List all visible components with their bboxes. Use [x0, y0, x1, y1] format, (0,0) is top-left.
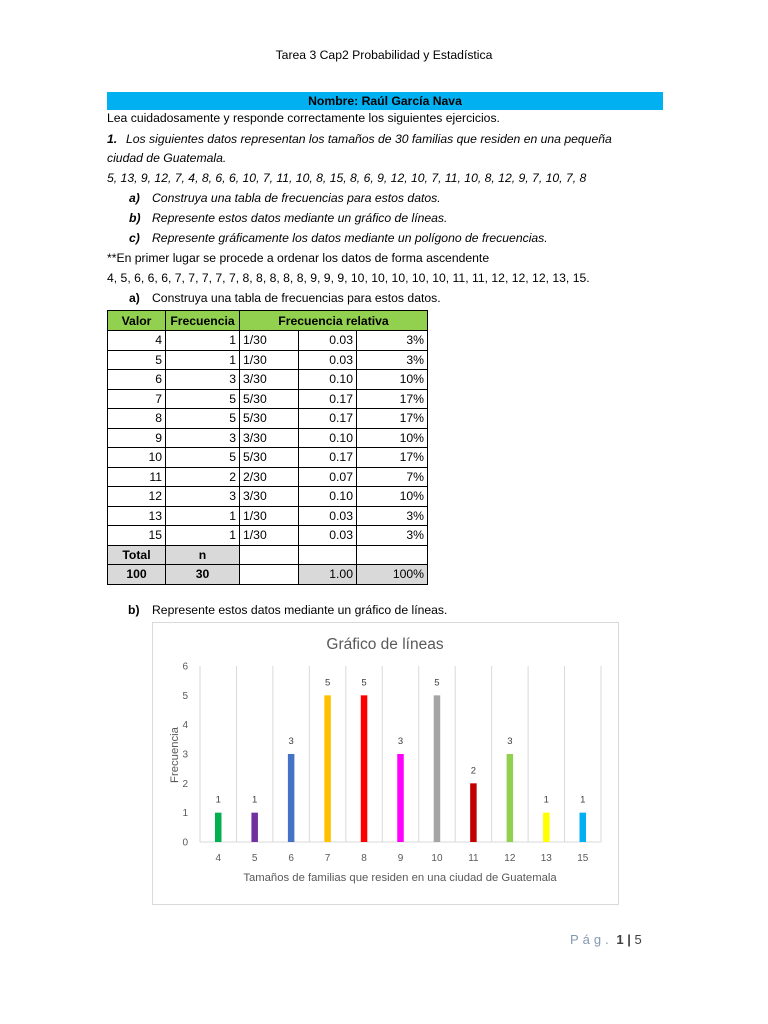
x-tick-label: 15 [577, 853, 589, 864]
y-tick-label: 4 [182, 720, 188, 732]
decimal-cell: 0.17 [299, 389, 357, 409]
x-tick-label: 10 [431, 853, 443, 864]
part-a-letter: a) [129, 291, 140, 305]
page-label: Pág. [570, 932, 613, 947]
task-a-text: Construya una tabla de frecuencias para estos datos. [152, 191, 441, 205]
bar [470, 783, 477, 842]
y-tick-label: 0 [182, 837, 188, 849]
document-header-title: Tarea 3 Cap2 Probabilidad y Estadística [275, 48, 493, 62]
x-tick-label: 4 [215, 853, 222, 864]
chart-container [152, 622, 619, 905]
x-tick-label: 6 [288, 853, 294, 864]
table-row [108, 350, 428, 370]
value-cell: 7 [108, 389, 166, 409]
part-b-letter: b) [128, 603, 140, 617]
percent-cell: 3% [357, 526, 428, 546]
chart-title: Gráfico de líneas [326, 636, 444, 653]
instructions-text: Lea cuidadosamente y responde correctamente los siguientes ejercicios. [107, 111, 500, 125]
frequency-cell: 1 [166, 350, 240, 370]
x-tick-label: 9 [397, 853, 404, 864]
table-row [108, 409, 428, 429]
percent-cell: 3% [357, 506, 428, 526]
fraction-cell: 2/30 [240, 467, 299, 487]
empty-cell [240, 565, 299, 585]
y-tick-label: 2 [182, 778, 188, 790]
table-summary [108, 545, 428, 584]
table-row [108, 506, 428, 526]
exercise-statement [107, 129, 612, 149]
frequency-cell: 5 [166, 448, 240, 468]
value-cell: 8 [108, 409, 166, 429]
value-cell: 6 [108, 370, 166, 390]
fraction-cell: 5/30 [240, 409, 299, 429]
ordering-note: **En primer lugar se procede a ordenar los datos de forma ascendente [107, 251, 490, 265]
table-row [108, 428, 428, 448]
table-header-valor: Valor [108, 311, 166, 331]
task-b [129, 208, 447, 228]
bar [397, 754, 404, 842]
percent-cell: 17% [357, 389, 428, 409]
table-total-row [108, 545, 428, 565]
decimal-sum: 1.00 [299, 565, 357, 585]
bar [288, 754, 295, 842]
table-header-row [108, 311, 428, 331]
data-label: 1 [580, 794, 586, 806]
frequency-table [107, 310, 428, 585]
fraction-cell: 3/30 [240, 428, 299, 448]
value-cell: 11 [108, 467, 166, 487]
data-label: 1 [215, 794, 221, 806]
fraction-cell: 3/30 [240, 487, 299, 507]
value-cell: 12 [108, 487, 166, 507]
percent-cell: 10% [357, 370, 428, 390]
frequency-cell: 1 [166, 506, 240, 526]
table-body [108, 331, 428, 546]
percent-cell: 7% [357, 467, 428, 487]
table-row [108, 331, 428, 351]
value-cell: 4 [108, 331, 166, 351]
empty-cell [357, 545, 428, 565]
task-b-text: Represente estos datos mediante un gráfico de líneas. [152, 211, 448, 225]
exercise-statement-line1: Los siguientes datos representan los tamaños de 30 familias que residen en una pequeña [126, 132, 612, 146]
data-label: 5 [361, 677, 367, 689]
fraction-cell: 3/30 [240, 370, 299, 390]
percent-cell: 17% [357, 448, 428, 468]
data-label: 3 [288, 736, 294, 747]
value-cell: 15 [108, 526, 166, 546]
decimal-cell: 0.10 [299, 428, 357, 448]
frequency-cell: 3 [166, 370, 240, 390]
page-count: 5 [634, 932, 642, 947]
bar [580, 813, 587, 842]
table-row [108, 448, 428, 468]
percent-cell: 3% [357, 331, 428, 351]
x-tick-label: 11 [468, 853, 479, 864]
x-axis-title: Tamaños de familias que residen en una ciudad de Guatemala [243, 872, 557, 884]
solution-part-a-heading [129, 288, 441, 308]
fraction-cell: 1/30 [240, 350, 299, 370]
task-c [129, 228, 548, 248]
decimal-cell: 0.10 [299, 370, 357, 390]
task-c-text: Represente gráficamente los datos mediante un polígono de frecuencias. [152, 231, 548, 245]
decimal-cell: 0.17 [299, 448, 357, 468]
total-label: Total [108, 545, 166, 565]
data-label: 1 [252, 794, 258, 806]
bar [361, 695, 368, 842]
frequency-cell: 3 [166, 428, 240, 448]
bar [215, 813, 222, 842]
sorted-data-list: 4, 5, 6, 6, 6, 7, 7, 7, 7, 7, 8, 8, 8, 8, 8, 9, 9, 9, 10, 10, 10, 10, 10, 11, 11, 12, 12, 12, 13, 15. [107, 271, 590, 285]
table-row [108, 526, 428, 546]
decimal-cell: 0.03 [299, 526, 357, 546]
page-footer [570, 930, 642, 950]
fraction-cell: 5/30 [240, 448, 299, 468]
x-tick-label: 5 [251, 853, 258, 864]
bar-chart [153, 623, 618, 904]
raw-data-list: 5, 13, 9, 12, 7, 4, 8, 6, 6, 10, 7, 11, 10, 8, 15, 8, 6, 9, 12, 10, 7, 11, 10, 8, 12, 9, 7, 10, 7, 8 [107, 171, 587, 185]
decimal-cell: 0.03 [299, 506, 357, 526]
table-row [108, 487, 428, 507]
table-row [108, 467, 428, 487]
table-sum-row [108, 565, 428, 585]
task-a-letter: a) [129, 191, 140, 205]
student-name-banner: Nombre: Raúl García Nava [107, 92, 663, 110]
task-a [129, 188, 441, 208]
empty-cell [299, 545, 357, 565]
n-label: n [166, 545, 240, 565]
task-b-letter: b) [129, 211, 141, 225]
table-row [108, 370, 428, 390]
fraction-cell: 1/30 [240, 526, 299, 546]
value-cell: 5 [108, 350, 166, 370]
data-label: 5 [324, 677, 331, 689]
data-label: 2 [470, 765, 477, 777]
value-cell: 9 [108, 428, 166, 448]
x-tick-label: 8 [361, 853, 367, 864]
percent-cell: 10% [357, 487, 428, 507]
page-separator: | [627, 932, 631, 947]
percent-cell: 10% [357, 428, 428, 448]
frequency-cell: 1 [166, 331, 240, 351]
y-axis-title: Frecuencia [169, 727, 181, 783]
table-header-frecuencia: Frecuencia [166, 311, 240, 331]
frequency-cell: 1 [166, 526, 240, 546]
x-tick-label: 12 [504, 853, 516, 864]
bar [251, 813, 258, 842]
table-header-frecuencia-relativa: Frecuencia relativa [240, 311, 428, 331]
decimal-cell: 0.03 [299, 350, 357, 370]
frequency-cell: 5 [166, 389, 240, 409]
value-sum: 100 [108, 565, 166, 585]
fraction-cell: 5/30 [240, 389, 299, 409]
bar [507, 754, 514, 842]
part-b-text: Represente estos datos mediante un gráfico de líneas. [152, 603, 448, 617]
exercise-statement-line2: ciudad de Guatemala. [107, 151, 227, 165]
y-tick-label: 6 [182, 661, 188, 673]
bar [543, 813, 550, 842]
frequency-sum: 30 [166, 565, 240, 585]
decimal-cell: 0.10 [299, 487, 357, 507]
solution-part-b-heading [128, 600, 447, 620]
data-label: 3 [397, 736, 404, 747]
exercise-number: 1. [107, 132, 118, 146]
decimal-cell: 0.17 [299, 409, 357, 429]
y-tick-label: 3 [182, 749, 188, 761]
decimal-cell: 0.07 [299, 467, 357, 487]
frequency-cell: 2 [166, 467, 240, 487]
task-c-letter: c) [129, 231, 140, 245]
fraction-cell: 1/30 [240, 331, 299, 351]
frequency-cell: 3 [166, 487, 240, 507]
x-tick-label: 13 [540, 853, 552, 864]
page-number: 1 [616, 932, 624, 947]
empty-cell [240, 545, 299, 565]
value-cell: 13 [108, 506, 166, 526]
decimal-cell: 0.03 [299, 331, 357, 351]
fraction-cell: 1/30 [240, 506, 299, 526]
table-row [108, 389, 428, 409]
value-cell: 10 [108, 448, 166, 468]
y-tick-label: 1 [182, 808, 188, 820]
bar [434, 695, 441, 842]
frequency-cell: 5 [166, 409, 240, 429]
data-label: 3 [507, 736, 513, 747]
bar [324, 695, 331, 842]
x-tick-label: 7 [324, 853, 331, 864]
percent-cell: 17% [357, 409, 428, 429]
y-tick-label: 5 [182, 690, 188, 702]
data-label: 1 [543, 794, 549, 806]
percent-cell: 3% [357, 350, 428, 370]
data-label: 5 [434, 677, 440, 689]
percent-sum: 100% [357, 565, 428, 585]
part-a-text: Construya una tabla de frecuencias para estos datos. [152, 291, 441, 305]
